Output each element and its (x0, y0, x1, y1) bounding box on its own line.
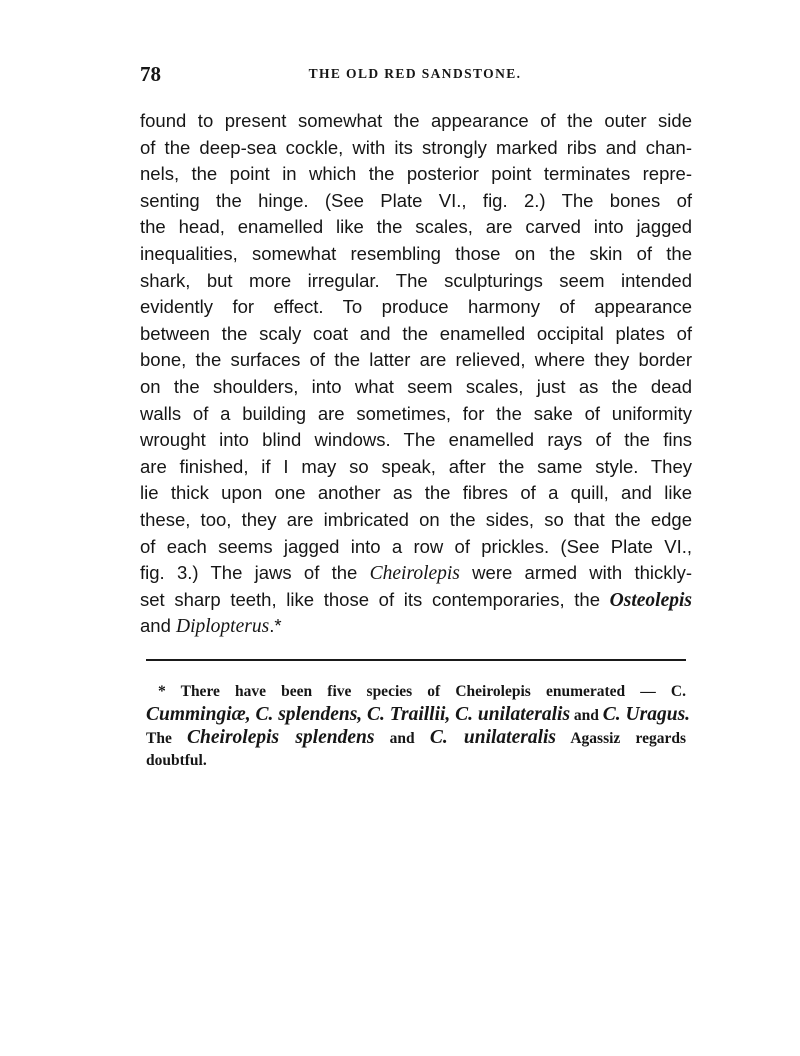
italic-text: Osteolepis (609, 589, 692, 611)
page-header (140, 62, 690, 88)
italic-text: Cheirolepis splendens (187, 727, 375, 748)
text-line (140, 480, 692, 507)
text-line (140, 321, 692, 348)
footnote (146, 680, 691, 772)
text-line (140, 108, 692, 135)
text-run: evidently for effect. To produce harmony of appearance (140, 296, 692, 318)
text-line (140, 534, 692, 561)
italic-text: Cummingiæ, C. splendens, C. Traillii, C. unilateralis (146, 704, 571, 725)
text-run: * There have been five species of Cheirolepis enumerated — C. (158, 683, 686, 700)
text-line (140, 347, 692, 374)
text-line (140, 427, 692, 454)
text-line (140, 188, 692, 215)
text-run: lie thick upon one another as the fibres of a quill, and like (140, 482, 692, 504)
body-paragraph (140, 108, 692, 640)
text-run: fig. 3.) The jaws of the (140, 562, 370, 584)
text-line (140, 587, 692, 614)
text-run: inequalities, somewhat resembling those on the skin of the (140, 242, 692, 264)
text-run: bone, the surfaces of the latter are relieved, where they border (140, 349, 692, 371)
text-run: on the shoulders, into what seem scales, just as the dead (140, 375, 692, 397)
text-run: nels, the point in which the posterior point terminates repre- (140, 163, 692, 185)
italic-text: Cheirolepis (369, 563, 460, 585)
text-run: and (374, 730, 430, 747)
text-line (140, 401, 692, 428)
text-line (140, 374, 692, 401)
text-run: wrought into blind windows. The enamelled rays of the fins (140, 429, 692, 451)
text-line (140, 507, 692, 534)
text-line (140, 613, 692, 640)
text-line (140, 294, 692, 321)
text-run: were armed with thickly- (459, 562, 692, 584)
footnote-line (146, 703, 691, 726)
footnote-line (146, 749, 686, 772)
text-run: Agassiz regards (556, 730, 687, 747)
footnote-line (146, 726, 686, 749)
text-line (140, 135, 692, 162)
text-run: these, too, they are imbricated on the sides, so that the edge (140, 508, 692, 530)
italic-text: C. unilateralis (429, 727, 557, 748)
text-line (140, 560, 692, 587)
text-run: found to present somewhat the appearance of the outer side (140, 110, 692, 131)
text-run: senting the hinge. (See Plate VI., fig. 2.) The bones of (140, 189, 692, 211)
text-run: doubtful. (146, 752, 207, 769)
text-run: .* (269, 615, 282, 637)
text-run: walls of a building are sometimes, for the sake of uniformity (140, 402, 692, 424)
page-number: 78 (140, 62, 161, 86)
footnote-line (146, 680, 686, 703)
text-run: the head, enamelled like the scales, are carved into jagged (140, 216, 692, 238)
text-run: shark, but more irregular. The sculpturings seem intended (140, 269, 692, 291)
text-run: and (140, 615, 177, 637)
text-run: The (146, 730, 188, 747)
running-head: THE OLD RED SANDSTONE. (308, 66, 522, 81)
text-run: of each seems jagged into a row of prickles. (See Plate VI., (140, 535, 692, 557)
italic-text: Diplopterus (176, 616, 270, 638)
text-run: and (570, 707, 603, 724)
text-run: are finished, if I may so speak, after the same style. They (140, 455, 692, 477)
text-line (140, 454, 692, 481)
text-line (140, 214, 692, 241)
text-run: of the deep-sea cockle, with its strongly marked ribs and chan- (140, 136, 692, 158)
text-run: between the scaly coat and the enamelled occipital plates of (140, 322, 692, 344)
text-line (140, 161, 692, 188)
italic-text: C. Uragus. (602, 704, 691, 725)
text-line (140, 241, 692, 268)
text-run: set sharp teeth, like those of its contemporaries, the (140, 588, 610, 610)
text-line (140, 268, 692, 295)
footnote-divider (146, 659, 686, 661)
